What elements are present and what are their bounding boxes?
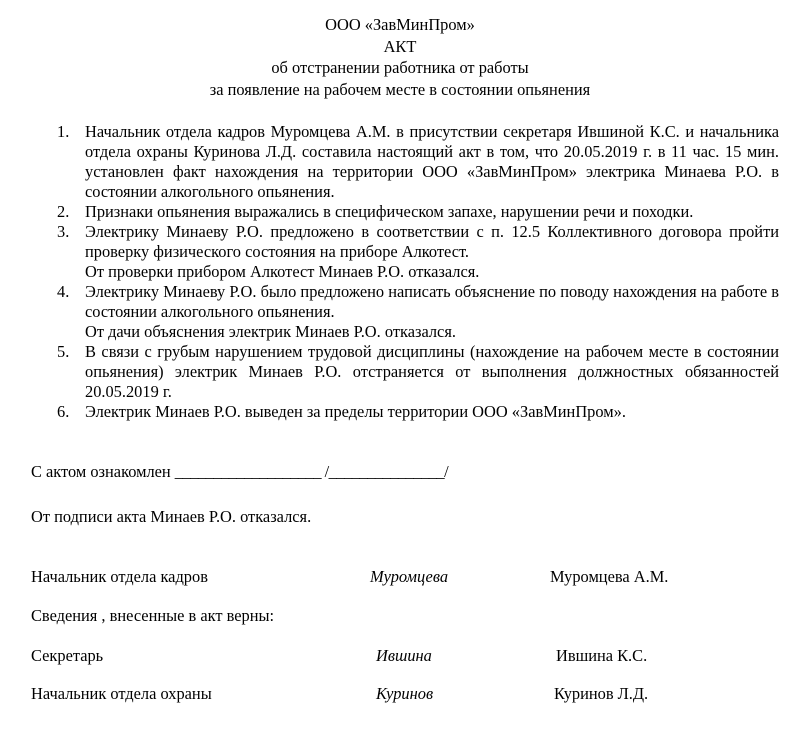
hr-signer-name: Муромцева А.М.: [550, 567, 669, 586]
item-text: Электрику Минаеву Р.О. предложено в соответствии с п. 12.5 Коллективного договора пройти проверку физического состояния на приборе Алкотест.: [85, 222, 779, 261]
item-number: 4.: [57, 282, 70, 301]
item-number: 5.: [57, 342, 70, 361]
list-item: [57, 202, 779, 222]
organization-name: ООО «ЗавМинПром»: [325, 15, 475, 34]
list-item: [57, 122, 779, 202]
item-text: В связи с грубым нарушением трудовой дисциплины (нахождение на рабочем месте в состоянии опьянения) электрик Минаев Р.О. отстраняется от выполнения должностных обязанностей 20.05.2019 г.: [85, 342, 779, 401]
acknowledgement-line: [31, 462, 448, 482]
secretary-handwritten-signature: Ившина: [376, 646, 432, 665]
item-text: Признаки опьянения выражались в специфическом запахе, нарушении речи и походки.: [85, 202, 694, 221]
list-item: [57, 222, 779, 282]
document-subtitle-line-2: за появление на рабочем месте в состоянии опьянения: [209, 79, 591, 99]
list-item: [57, 402, 779, 422]
secretary-signer-name: Ившина К.С.: [556, 646, 648, 665]
security-signer-title: Начальник отдела охраны: [31, 684, 212, 703]
item-number: 2.: [57, 202, 70, 221]
item-text: Начальник отдела кадров Муромцева А.М. в присутствии секретаря Ившиной К.С. и начальника отдела охраны Куринова Л.Д. составила настоящий акт в том, что 20.05.2019 г. в 11 час. 15 мин. установлен факт нахождения на территории ООО «ЗавМинПром» электрика Минаева Р.О. в состоянии алкогольного опьянения.: [85, 122, 779, 201]
confirmation-note: Сведения , внесенные в акт верны:: [31, 606, 275, 625]
act-items-list: [0, 122, 800, 422]
item-extra-text: От дачи объяснения электрик Минаев Р.О. отказался.: [85, 322, 456, 341]
item-extra-text: От проверки прибором Алкотест Минаев Р.О. отказался.: [85, 262, 480, 281]
item-number: 1.: [57, 122, 70, 141]
document-type: АКТ: [383, 36, 417, 56]
document-subtitle-line-1: об отстранении работника от работы: [271, 58, 529, 77]
security-handwritten-signature: Куринов: [376, 684, 434, 703]
list-item: [57, 342, 779, 402]
acknowledgement-signature-blank: ___________________ /_______________/: [174, 462, 449, 481]
list-item: [57, 282, 779, 342]
item-text: Электрик Минаев Р.О. выведен за пределы территории ООО «ЗавМинПром».: [85, 402, 626, 421]
hr-signer-title: Начальник отдела кадров: [31, 567, 208, 586]
item-text: Электрику Минаеву Р.О. было предложено написать объяснение по поводу нахождения на работе в состоянии алкогольного опьянения.: [85, 282, 779, 321]
item-number: 6.: [57, 402, 70, 421]
secretary-signer-title: Секретарь: [31, 646, 104, 665]
item-number: 3.: [57, 222, 70, 241]
refusal-note: От подписи акта Минаев Р.О. отказался.: [31, 507, 312, 526]
document-header: [0, 14, 800, 100]
hr-handwritten-signature: Муромцева: [370, 567, 449, 586]
security-signer-name: Куринов Л.Д.: [554, 684, 649, 703]
acknowledgement-label: С актом ознакомлен: [31, 462, 171, 481]
